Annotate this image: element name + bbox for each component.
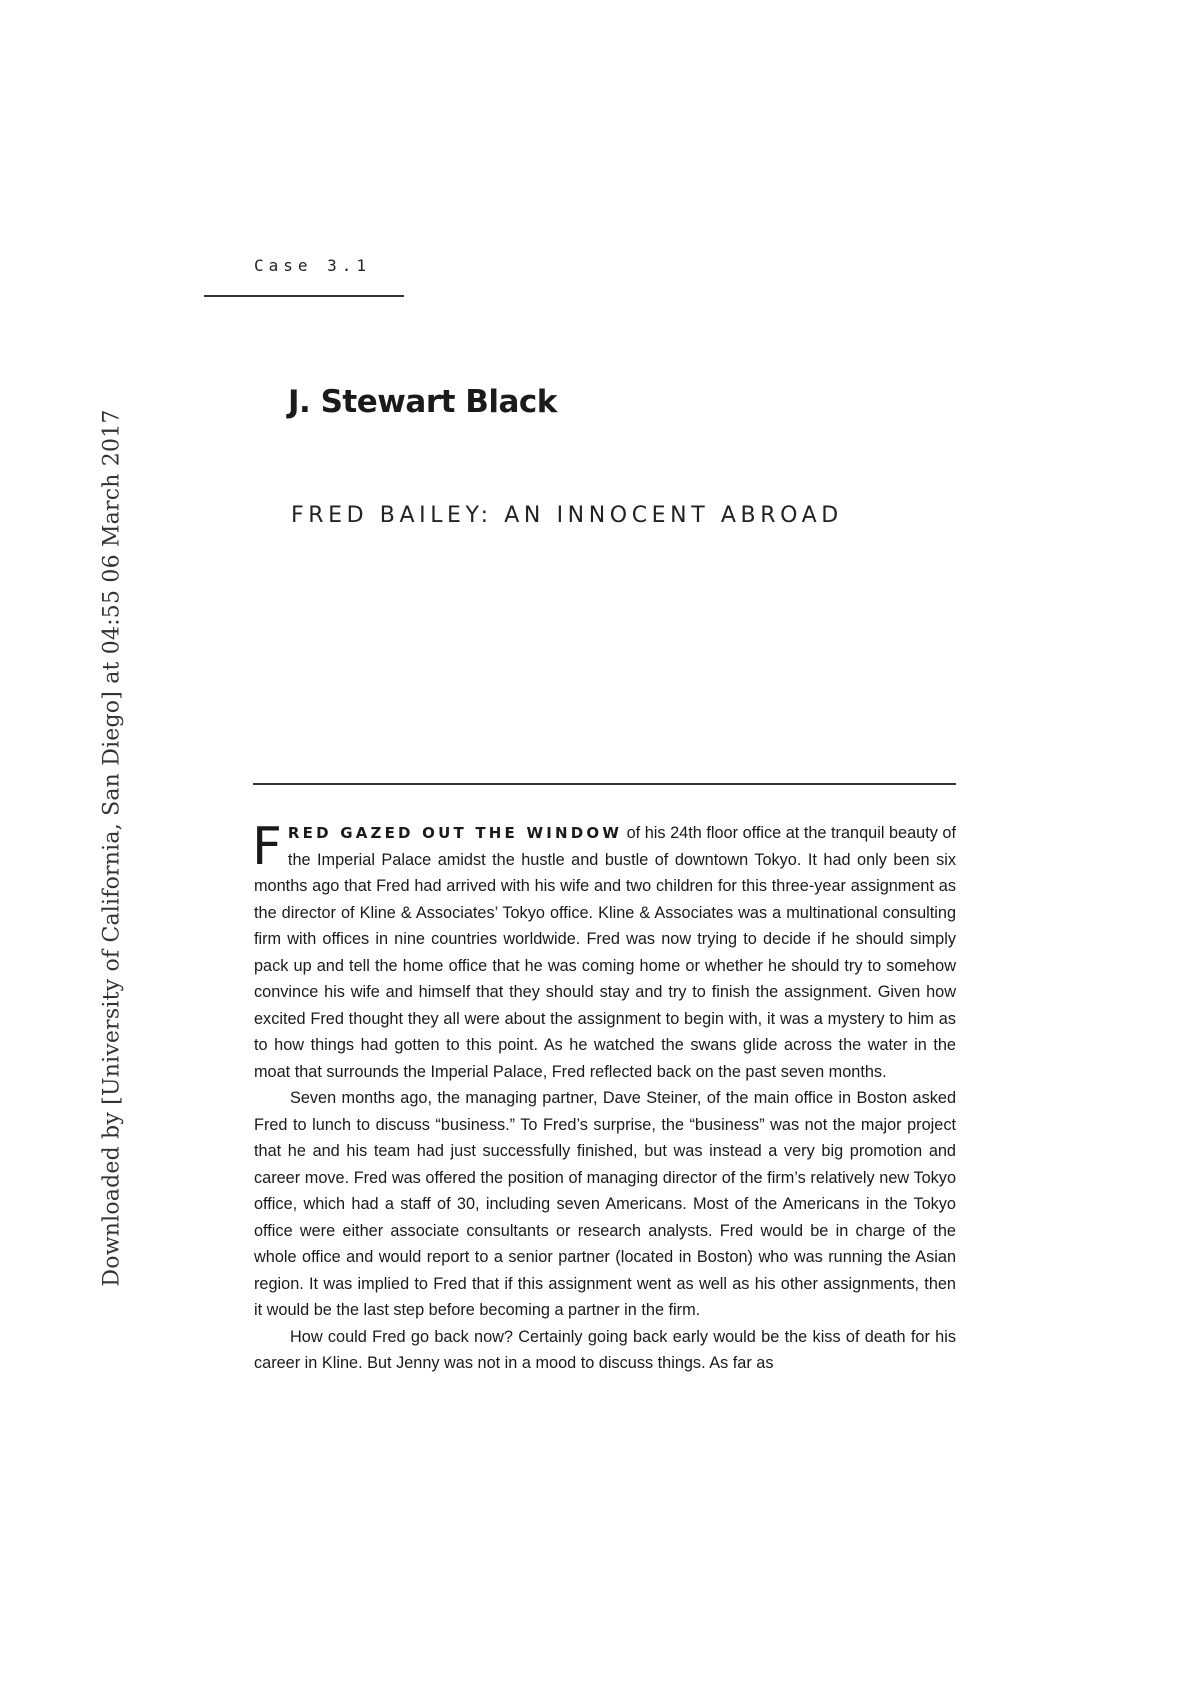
paragraph-1 <box>252 817 956 1085</box>
case-body-text <box>252 817 956 1377</box>
case-label-rule <box>204 295 404 297</box>
lead-in-text: RED GAZED OUT THE WINDOW <box>287 824 623 842</box>
paragraph-3: How could Fred go back now? Certainly going back early would be the kiss of death for his career in Kline. But Jenny was not in a mood to discuss things. As far as <box>254 1327 956 1372</box>
paragraph-1-text: of his 24th floor office at the tranquil beauty of the Imperial Palace amidst the hustle and bustle of downtown Tokyo. It had only been six months ago that Fred had arrived with his wife and two children for this three-year assignment as the director of Kline & Associates’ Tokyo office. Kline & Associates was a multinational consulting firm with offices in nine countries worldwide. Fred was now trying to decide if he should simply pack up and tell the home office that he was coming home or whether he should try to somehow convince his wife and himself that they should stay and try to finish the assignment. Given how excited Fred thought they all were about the assignment to begin with, it was a mystery to him as to how things had gotten to this point. As he watched the swans glide across the water in the moat that surrounds the Imperial Palace, Fred reflected back on the past seven months. <box>254 824 956 1081</box>
author-name: J. Stewart Black <box>288 384 557 420</box>
paragraph-2: Seven months ago, the managing partner, Dave Steiner, of the main office in Boston asked Fred to lunch to discuss “business.” To Fred’s surprise, the “business” was not the major project that he and his team had just successfully finished, but was instead a very big promotion and career move. Fred was offered the position of managing director of the firm’s relatively new Tokyo office, which had a staff of 30, including seven Americans. Most of the Americans in the Tokyo office were either associate consultants or research analysts. Fred would be in charge of the whole office and would report to a senior partner (located in Boston) who was running the Asian region. It was implied to Fred that if this assignment went as well as his other assignments, then it would be the last step before becoming a partner in the firm. <box>254 1089 956 1319</box>
watermark-text: Downloaded by [University of California, San Diego] at 04:55 06 March 2017 <box>99 409 125 1287</box>
drop-cap: F <box>252 817 282 877</box>
body-top-rule <box>253 783 956 785</box>
case-label: Case 3.1 <box>254 256 372 275</box>
case-title: FRED BAILEY: AN INNOCENT ABROAD <box>291 503 843 528</box>
